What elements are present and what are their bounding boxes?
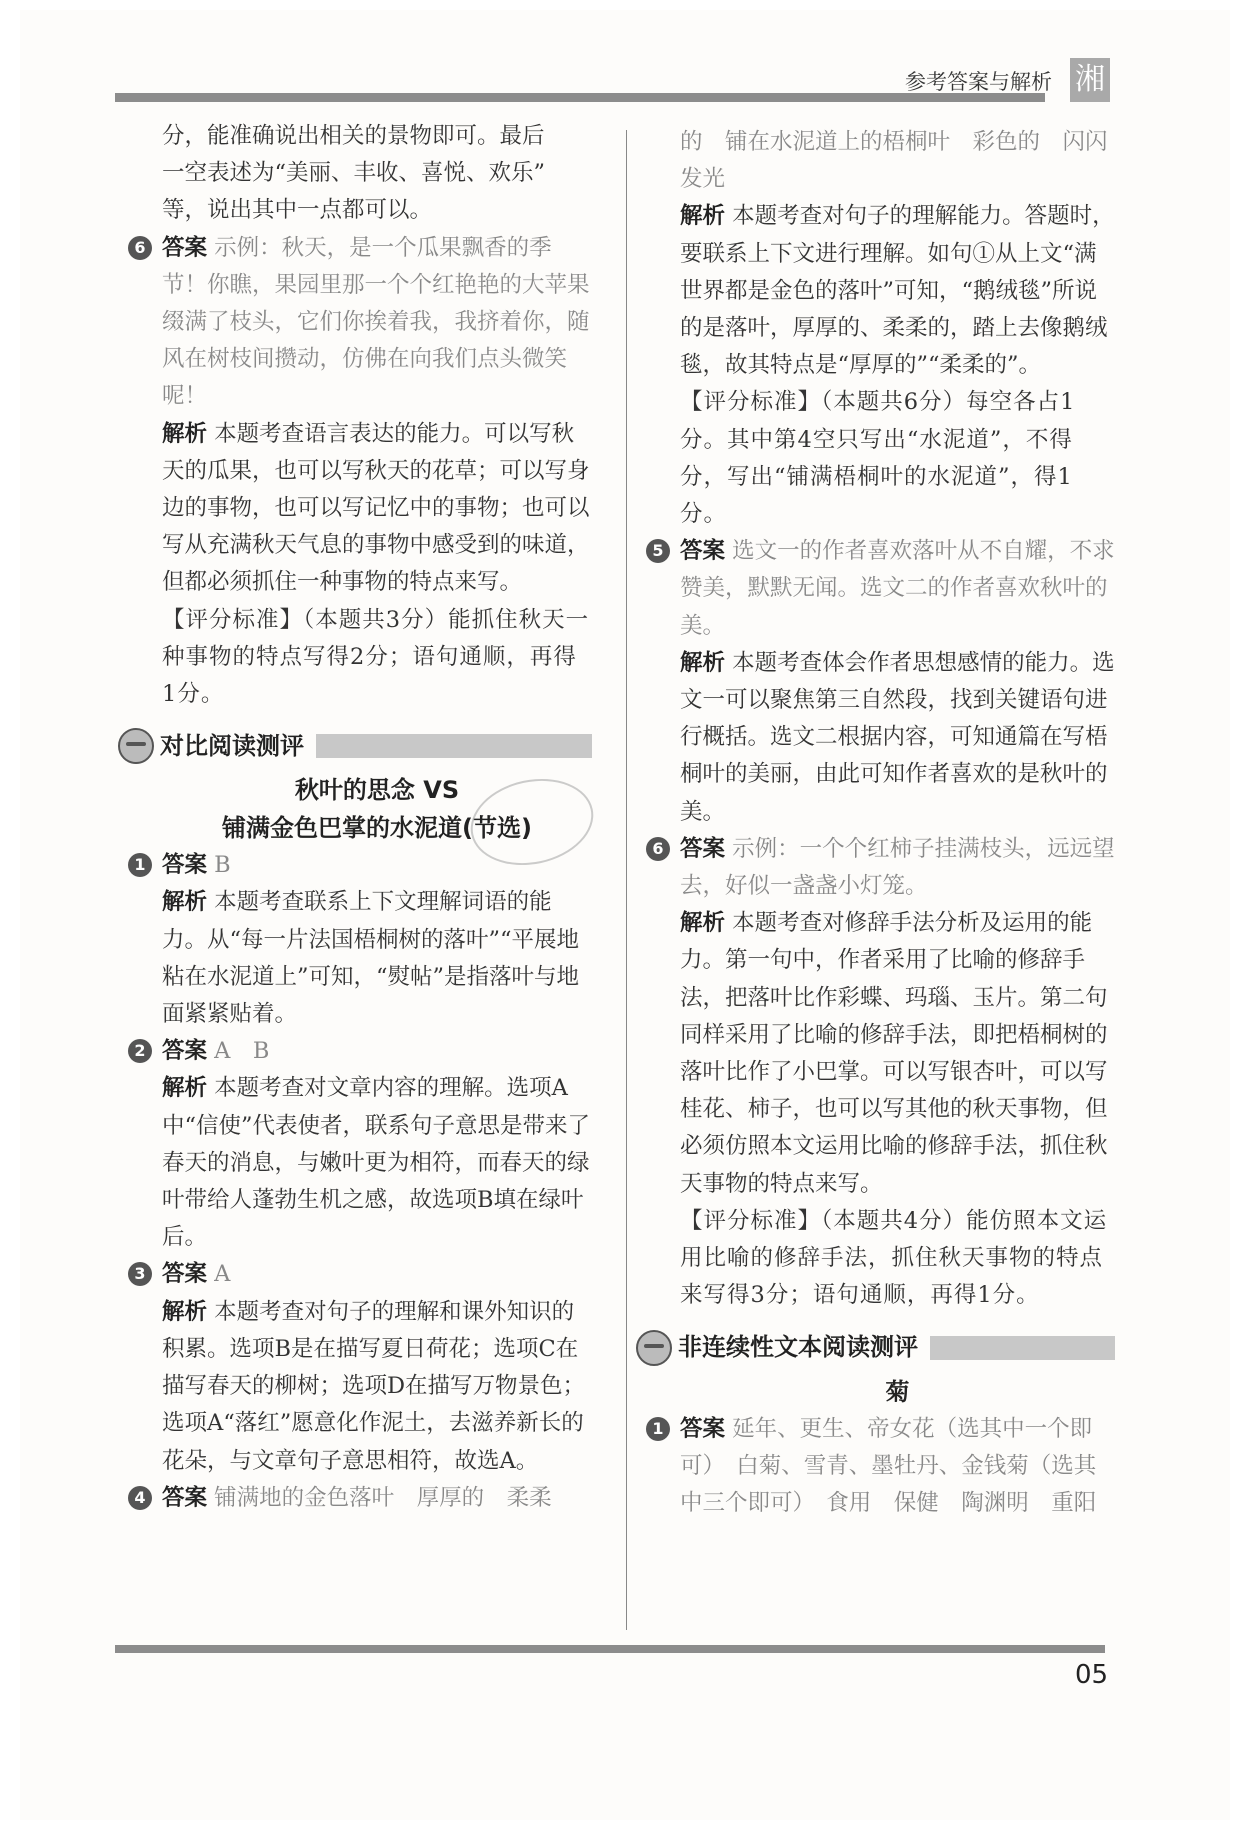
answer-label: 答案: [680, 835, 726, 862]
answer-text: A B: [214, 1038, 270, 1065]
answer-label: 答案: [680, 538, 726, 565]
analysis-text: 本题考查语言表达的能力。可以写秋天的瓜果，也可以写秋天的花草；可以写身边的事物，也可以写记忆中的事物；也可以写从充满秋天气息的事物中感受到的味道，但都必须抓住一种事物的特点来写。: [162, 420, 590, 596]
answer-text: 选文一的作者喜欢落叶从不自耀，不求赞美，默默无闻。选文二的作者喜欢秋叶的美。: [680, 538, 1115, 639]
section-title: 非连续性文本阅读测评: [678, 1332, 918, 1361]
column-divider: [626, 130, 627, 1630]
answer-label: 答案: [162, 1484, 208, 1511]
question-number: 1: [646, 1417, 670, 1441]
reading-mascot-icon: [118, 728, 154, 764]
right-q6: [652, 831, 1115, 1315]
footer-rule: [115, 1645, 1105, 1653]
analysis-label: 解析: [680, 203, 726, 230]
question-number: 4: [128, 1486, 152, 1510]
intro-line: 一空表述为“美丽、丰收、喜悦、欢乐”: [162, 160, 546, 187]
analysis-label: 解析: [680, 649, 726, 676]
score-text: 【评分标准】（本题共3分）能抓住秋天一种事物的特点写得2分；语句通顺，再得1分。: [162, 606, 590, 708]
answer-text: 示例：秋天，是一个瓜果飘香的季节！你瞧，果园里那一个个红艳艳的大苹果缀满了枝头，它们你挨着我，我挤着你，随风在树枝间攒动，仿佛在向我们点头微笑呢！: [162, 234, 590, 410]
answer-text: A: [214, 1261, 231, 1288]
article-title: 秋叶的思念 VS: [294, 776, 460, 805]
header-title: 参考答案与解析: [905, 70, 1052, 94]
answer-label: 答案: [680, 1415, 726, 1442]
score-text: 【评分标准】（本题共4分）能仿照本文运用比喻的修辞手法，抓住秋天事物的特点来写得3分；语句通顺，再得1分。: [680, 1207, 1108, 1309]
section-bar: [930, 1336, 1115, 1360]
analysis-text: 本题考查对文章内容的理解。选项A中“信使”代表使者，联系句子意思是带来了春天的消息，与嫩叶更为相符，而春天的绿叶带给人蓬勃生机之感，故选项B填在绿叶后。: [162, 1075, 591, 1251]
left-q3: [134, 1256, 592, 1479]
right-q1: [652, 1411, 1115, 1523]
analysis-label: 解析: [162, 1075, 208, 1102]
left-q2: [134, 1033, 592, 1256]
section-heading: [118, 727, 592, 765]
question-number: 6: [128, 236, 152, 260]
left-q1: [134, 847, 592, 1033]
article-title: 菊: [885, 1377, 910, 1406]
answer-text: 铺满地的金色落叶 厚厚的 柔柔: [214, 1484, 552, 1511]
answer-label: 答案: [162, 1038, 208, 1065]
left-q6: [134, 230, 592, 714]
answer-text: 延年、更生、帝女花（选其中一个即可） 白菊、雪青、墨牡丹、金钱菊（选其中三个即可） 食用 保健 陶渊明 重阳: [680, 1415, 1097, 1516]
score-text: 【评分标准】（本题共6分）每空各占1分。其中第4空只写出“水泥道”，不得分，写出“铺满梧桐叶的水泥道”，得1分。: [680, 389, 1076, 528]
header-badge: 湘: [1070, 58, 1110, 102]
question-number: 6: [646, 837, 670, 861]
analysis-label: 解析: [162, 1298, 208, 1325]
answer-label: 答案: [162, 234, 208, 261]
section-title: 对比阅读测评: [160, 731, 304, 760]
answer-label: 答案: [162, 1261, 208, 1288]
answer-continuation: 的 铺在水泥道上的梧桐叶 彩色的 闪闪发光: [680, 129, 1108, 193]
intro-line: 等，说出其中一点都可以。: [162, 197, 433, 224]
question-number: 2: [128, 1039, 152, 1063]
analysis-label: 解析: [162, 889, 208, 916]
analysis-text: 本题考查体会作者思想感情的能力。选文一可以聚焦第三自然段，找到关键语句进行概括。选文二根据内容，可知通篇在写梧桐叶的美丽，由此可知作者喜欢的是秋叶的美。: [680, 649, 1115, 825]
analysis-label: 解析: [162, 420, 208, 447]
intro-line: 分，能准确说出相关的景物即可。最后: [162, 123, 545, 149]
analysis-text: 本题考查对句子的理解能力。答题时，要联系上下文进行理解。如句①从上文“满世界都是金色的落叶”可知，“鹅绒毯”所说的是落叶，厚厚的、柔柔的，踏上去像鹅绒毯，故其特点是“厚厚的”“柔柔的”。: [680, 203, 1115, 379]
right-q5: [652, 533, 1115, 831]
question-number: 5: [646, 539, 670, 563]
answer-text: 示例：一个个红柿子挂满枝头，远远望去，好似一盏盏小灯笼。: [680, 835, 1115, 900]
section-heading: [636, 1329, 1115, 1367]
analysis-text: 本题考查对修辞手法分析及运用的能力。第一句中，作者采用了比喻的修辞手法，把落叶比作彩蝶、玛瑙、玉片。第二句同样采用了比喻的修辞手法，即把梧桐树的落叶比作了小巴掌。可以写银杏叶，可以写桂花、柿子，也可以写其他的秋天事物，但必须仿照本文运用比喻的修辞手法，抓住秋天事物的特点来写。: [680, 910, 1108, 1197]
reading-mascot-icon: [636, 1330, 672, 1366]
right-column: [652, 124, 1115, 1522]
analysis-text: 本题考查联系上下文理解词语的能力。从“每一片法国梧桐树的落叶”“平展地粘在水泥道上”可知，“熨帖”是指落叶与地面紧紧贴着。: [162, 889, 580, 1028]
answer-text: B: [214, 852, 231, 879]
article-title: 铺满金色巴掌的水泥道(节选): [222, 814, 532, 843]
left-q4: [134, 1480, 592, 1517]
question-number: 3: [128, 1262, 152, 1286]
section-bar: [316, 734, 592, 758]
answer-label: 答案: [162, 852, 208, 879]
page-number: 05: [1075, 1660, 1109, 1690]
analysis-label: 解析: [680, 910, 726, 937]
question-number: 1: [128, 853, 152, 877]
analysis-text: 本题考查对句子的理解和课外知识的积累。选项B是在描写夏日荷花；选项C在描写春天的柳树；选项D在描写万物景色；选项A“落红”愿意化作泥土，去滋养新长的花朵，与文章句子意思相符，故选A。: [162, 1298, 586, 1474]
